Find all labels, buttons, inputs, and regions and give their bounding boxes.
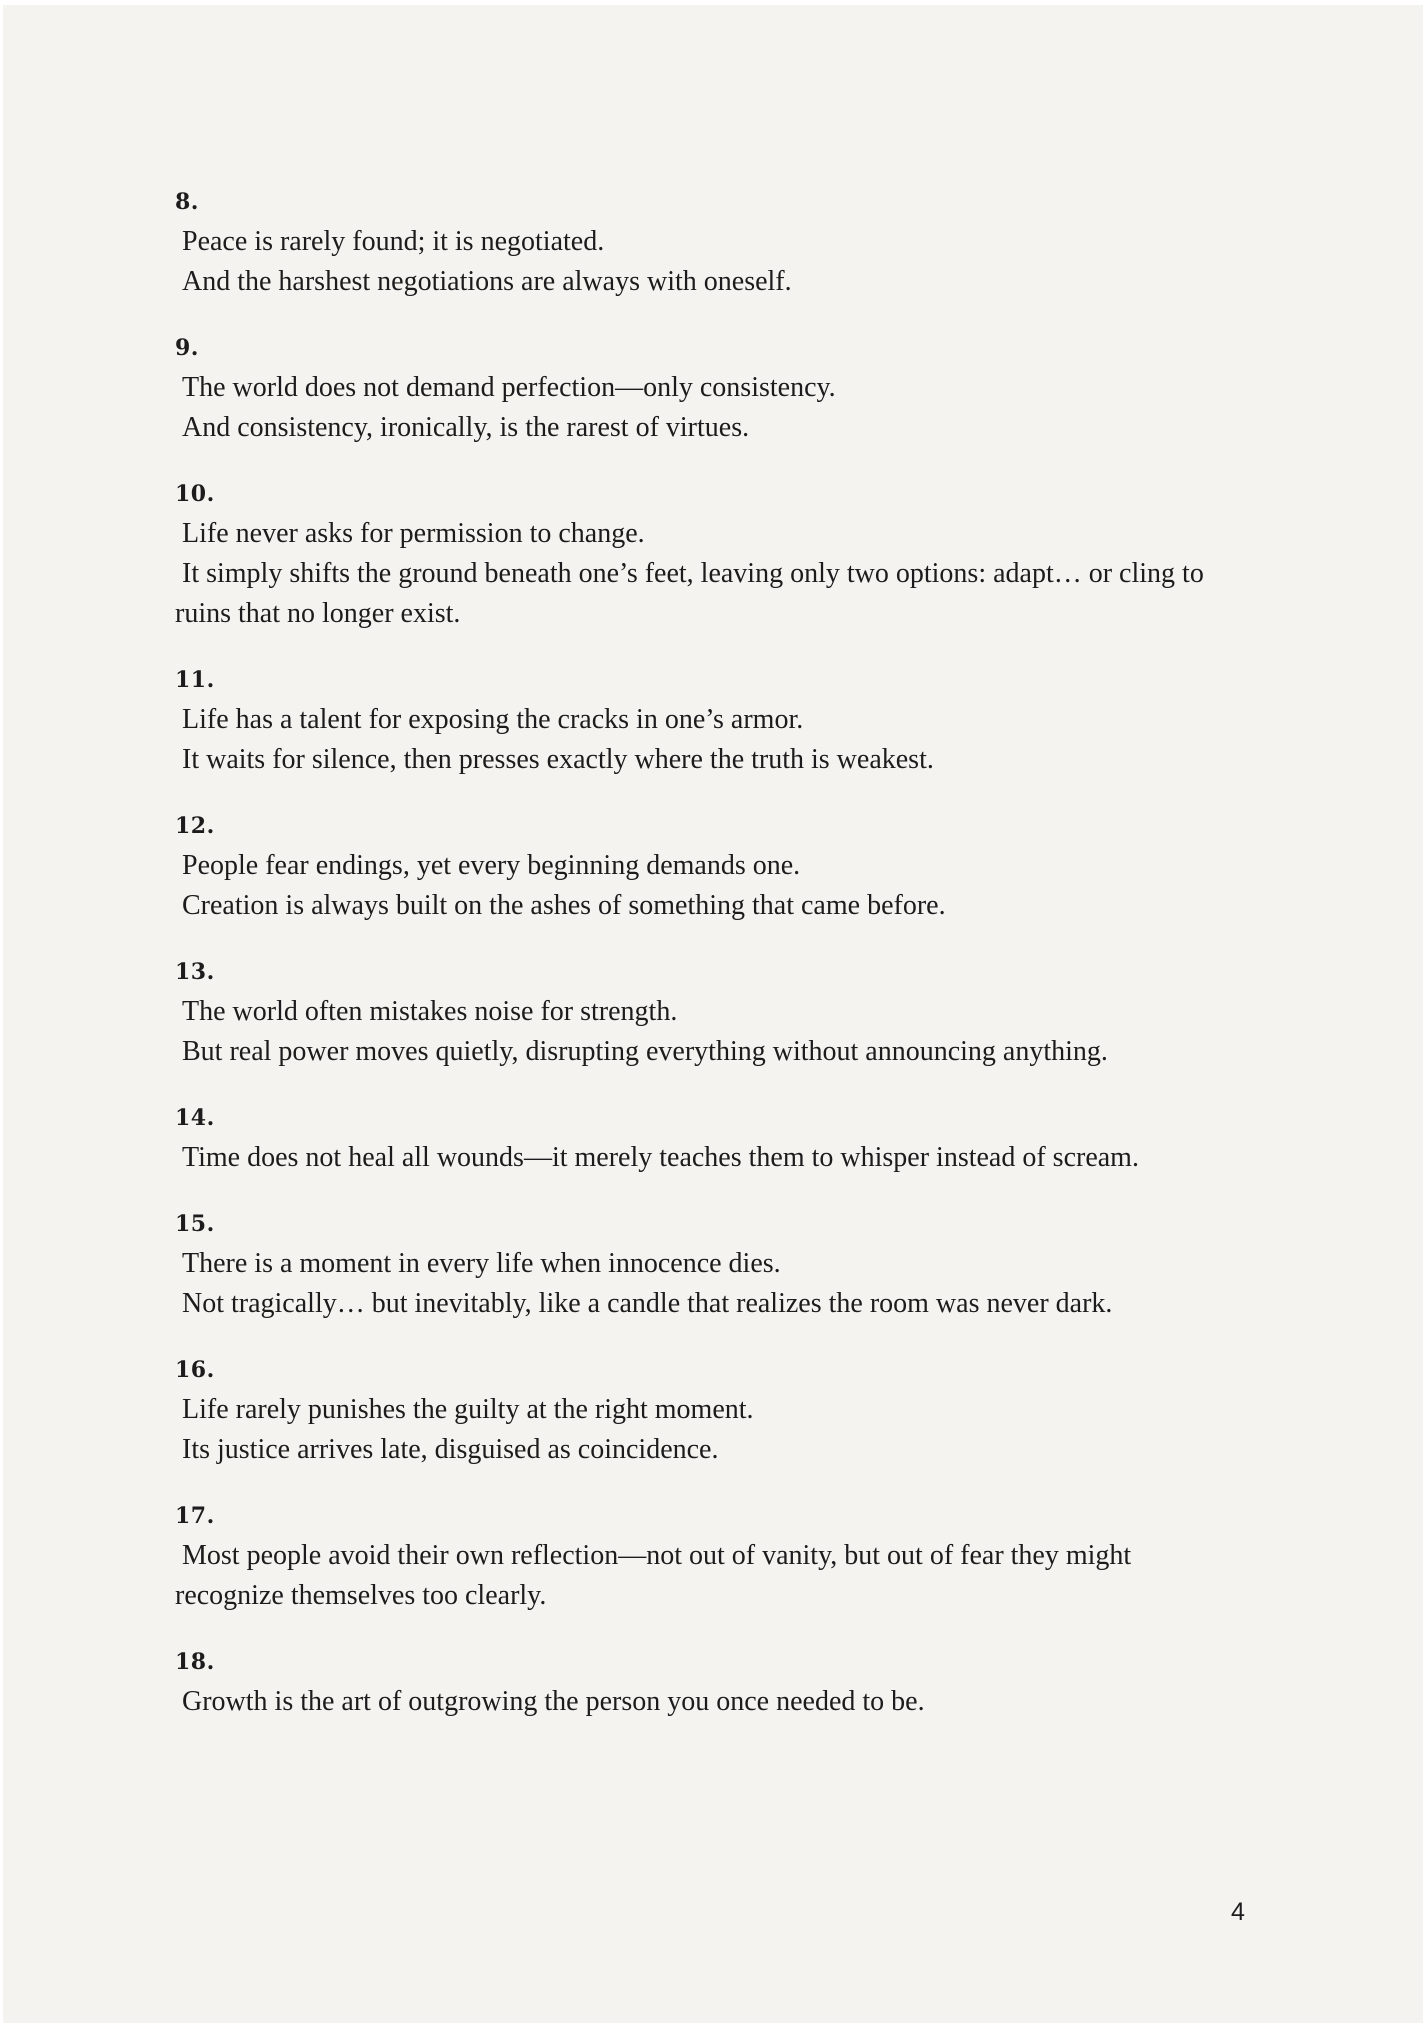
- entry-text-line: Its justice arrives late, disguised as coincidence.: [175, 1434, 719, 1465]
- entry-number: 10.: [175, 481, 215, 507]
- entry: [175, 660, 1315, 780]
- entry-text-line: It simply shifts the ground beneath one’s feet, leaving only two options: adapt… or cling to: [175, 558, 1204, 589]
- entry-text-line: Life rarely punishes the guilty at the right moment.: [175, 1394, 754, 1425]
- entry-text-line: The world does not demand perfection—only consistency.: [175, 372, 836, 403]
- entry-text-line: Life never asks for permission to change.: [175, 518, 645, 549]
- entry-text-line: Time does not heal all wounds—it merely teaches them to whisper instead of scream.: [175, 1142, 1139, 1173]
- entry-number: 14.: [175, 1105, 215, 1131]
- entry-text-line: ruins that no longer exist.: [175, 598, 461, 629]
- document-page: [3, 5, 1423, 2023]
- entry: [175, 806, 1315, 926]
- entry: [175, 952, 1315, 1072]
- entry-number: 11.: [175, 667, 215, 693]
- entry: [175, 1350, 1315, 1470]
- entry-text-line: Growth is the art of outgrowing the person you once needed to be.: [175, 1686, 925, 1717]
- entry-text-line: Creation is always built on the ashes of something that came before.: [175, 890, 946, 921]
- entry-number: 9.: [175, 335, 199, 361]
- entry-number: 12.: [175, 813, 215, 839]
- entry-text-line: It waits for silence, then presses exactly where the truth is weakest.: [175, 744, 934, 775]
- entry: [175, 1496, 1315, 1616]
- entry-list: [175, 182, 1315, 1748]
- entry-number: 13.: [175, 959, 215, 985]
- entry: [175, 1098, 1315, 1178]
- entry: [175, 328, 1315, 448]
- entry-number: 15.: [175, 1211, 215, 1237]
- entry-text-line: Life has a talent for exposing the cracks in one’s armor.: [175, 704, 804, 735]
- page-number: 4: [1231, 1898, 1245, 1926]
- entry-text-line: And consistency, ironically, is the rarest of virtues.: [175, 412, 750, 443]
- entry-text-line: Most people avoid their own reflection—not out of vanity, but out of fear they might: [175, 1540, 1132, 1571]
- entry: [175, 1204, 1315, 1324]
- entry-text-line: And the harshest negotiations are always with oneself.: [175, 266, 792, 297]
- entry-text-line: recognize themselves too clearly.: [175, 1580, 547, 1611]
- entry-text-line: Peace is rarely found; it is negotiated.: [175, 226, 605, 257]
- entry: [175, 1642, 1315, 1722]
- entry-text-line: There is a moment in every life when innocence dies.: [175, 1248, 781, 1279]
- entry-text-line: Not tragically… but inevitably, like a candle that realizes the room was never dark.: [175, 1288, 1113, 1319]
- entry-number: 8.: [175, 189, 199, 215]
- entry-text-line: The world often mistakes noise for strength.: [175, 996, 678, 1027]
- entry-number: 16.: [175, 1357, 215, 1383]
- entry: [175, 474, 1315, 634]
- entry-text-line: People fear endings, yet every beginning demands one.: [175, 850, 801, 881]
- entry: [175, 182, 1315, 302]
- entry-number: 17.: [175, 1503, 215, 1529]
- entry-text-line: But real power moves quietly, disrupting everything without announcing anything.: [175, 1036, 1108, 1067]
- entry-number: 18.: [175, 1649, 215, 1675]
